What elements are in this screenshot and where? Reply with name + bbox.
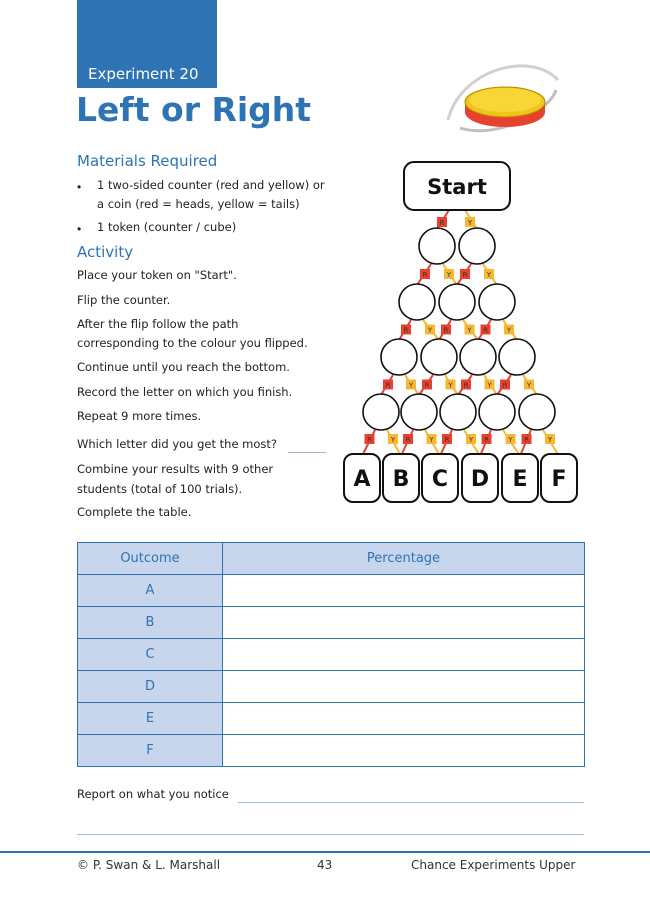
report-answer-line[interactable] xyxy=(238,802,584,803)
activity-heading: Activity xyxy=(77,243,134,261)
table-row xyxy=(78,575,585,607)
footer-rule xyxy=(0,851,650,853)
red-label: R xyxy=(385,381,391,390)
red-label: R xyxy=(462,271,468,279)
yellow-label: Y xyxy=(446,271,452,279)
materials-item-1-line-1: 1 two-sided counter (red and yellow) or xyxy=(97,178,325,192)
yellow-label: Y xyxy=(427,326,433,335)
activity-step: Combine your results with 9 other xyxy=(77,462,274,476)
percentage-cell[interactable] xyxy=(223,735,585,767)
red-label: R xyxy=(403,326,409,335)
activity-step: Place your token on "Start". xyxy=(77,268,237,282)
yellow-label: Y xyxy=(390,436,396,444)
table-row xyxy=(78,639,585,671)
most-letter-answer-line[interactable] xyxy=(288,452,326,453)
activity-step: Flip the counter. xyxy=(77,293,171,307)
outcome-cell: D xyxy=(78,671,223,703)
path-tree-diagram xyxy=(340,160,580,510)
coin-illustration xyxy=(440,50,560,140)
activity-step: Record the letter on which you finish. xyxy=(77,385,293,399)
outcome-letter: C xyxy=(431,467,449,492)
materials-heading: Materials Required xyxy=(77,152,218,170)
percentage-cell[interactable] xyxy=(223,671,585,703)
yellow-label: Y xyxy=(506,326,512,335)
red-label: R xyxy=(439,219,445,227)
yellow-label: Y xyxy=(508,436,513,444)
red-label: R xyxy=(484,436,489,444)
path-node xyxy=(440,394,476,430)
outcome-letter: A xyxy=(353,467,371,492)
footer-book-title: Chance Experiments Upper xyxy=(411,858,576,872)
red-label: R xyxy=(424,381,430,390)
path-node xyxy=(479,284,515,320)
table-row xyxy=(78,735,585,767)
yellow-label: Y xyxy=(408,381,414,390)
percentage-column-header: Percentage xyxy=(223,543,585,575)
yellow-label: Y xyxy=(526,381,532,390)
red-label: R xyxy=(502,381,508,390)
footer-copyright: © P. Swan & L. Marshall xyxy=(77,858,221,872)
percentage-cell[interactable] xyxy=(223,575,585,607)
outcome-cell: C xyxy=(78,639,223,671)
report-answer-line-2[interactable] xyxy=(77,834,584,835)
percentage-cell[interactable] xyxy=(223,639,585,671)
table-row xyxy=(78,671,585,703)
question-most-letter: Which letter did you get the most? xyxy=(77,437,278,451)
yellow-label: Y xyxy=(547,436,553,444)
yellow-label: Y xyxy=(429,436,434,444)
yellow-label: Y xyxy=(468,436,474,444)
path-node xyxy=(363,394,399,430)
red-label: R xyxy=(444,436,450,444)
percentage-cell[interactable] xyxy=(223,703,585,735)
path-node xyxy=(381,339,417,375)
path-node xyxy=(459,228,495,264)
path-node xyxy=(399,284,435,320)
bullet-icon: • xyxy=(77,222,82,236)
materials-item-1-line-2: a coin (red = heads, yellow = tails) xyxy=(97,197,300,211)
page-number: 43 xyxy=(317,858,333,872)
page-title: Left or Right xyxy=(76,90,312,129)
outcome-cell: B xyxy=(78,607,223,639)
outcome-letter: F xyxy=(551,467,567,492)
start-label: Start xyxy=(427,175,487,199)
yellow-label: Y xyxy=(467,219,473,227)
outcome-cell: A xyxy=(78,575,223,607)
outcome-letter: B xyxy=(392,467,410,492)
materials-item-2: 1 token (counter / cube) xyxy=(97,220,237,234)
red-label: R xyxy=(463,381,469,390)
activity-step: Continue until you reach the bottom. xyxy=(77,360,290,374)
activity-step: Repeat 9 more times. xyxy=(77,409,202,423)
activity-step: Complete the table. xyxy=(77,505,192,519)
outcome-cell: F xyxy=(78,735,223,767)
path-node xyxy=(460,339,496,375)
path-node xyxy=(419,228,455,264)
path-node xyxy=(401,394,437,430)
path-node xyxy=(479,394,515,430)
red-label: R xyxy=(524,436,529,444)
yellow-label: Y xyxy=(486,271,492,279)
bullet-icon: • xyxy=(77,180,82,194)
path-node xyxy=(519,394,555,430)
percentage-cell[interactable] xyxy=(223,607,585,639)
activity-step: corresponding to the colour you flipped. xyxy=(77,336,308,350)
outcome-letter: D xyxy=(470,467,490,492)
activity-step: students (total of 100 trials). xyxy=(77,482,243,496)
yellow-label: Y xyxy=(448,381,453,390)
yellow-label: Y xyxy=(467,326,472,335)
outcome-cell: E xyxy=(78,703,223,735)
results-table xyxy=(77,542,585,767)
path-node xyxy=(421,339,457,375)
outcome-letter: E xyxy=(512,467,528,492)
experiment-label: Experiment 20 xyxy=(88,65,199,83)
yellow-label: Y xyxy=(487,381,492,390)
activity-step: After the flip follow the path xyxy=(77,317,239,331)
red-label: R xyxy=(405,436,411,444)
report-label: Report on what you notice xyxy=(77,787,229,801)
path-node xyxy=(439,284,475,320)
red-label: R xyxy=(422,271,428,279)
red-label: R xyxy=(443,326,449,335)
table-row xyxy=(78,607,585,639)
path-node xyxy=(499,339,535,375)
table-row xyxy=(78,703,585,735)
red-label: R xyxy=(483,326,488,335)
red-label: R xyxy=(367,436,372,444)
outcome-column-header: Outcome xyxy=(78,543,223,575)
